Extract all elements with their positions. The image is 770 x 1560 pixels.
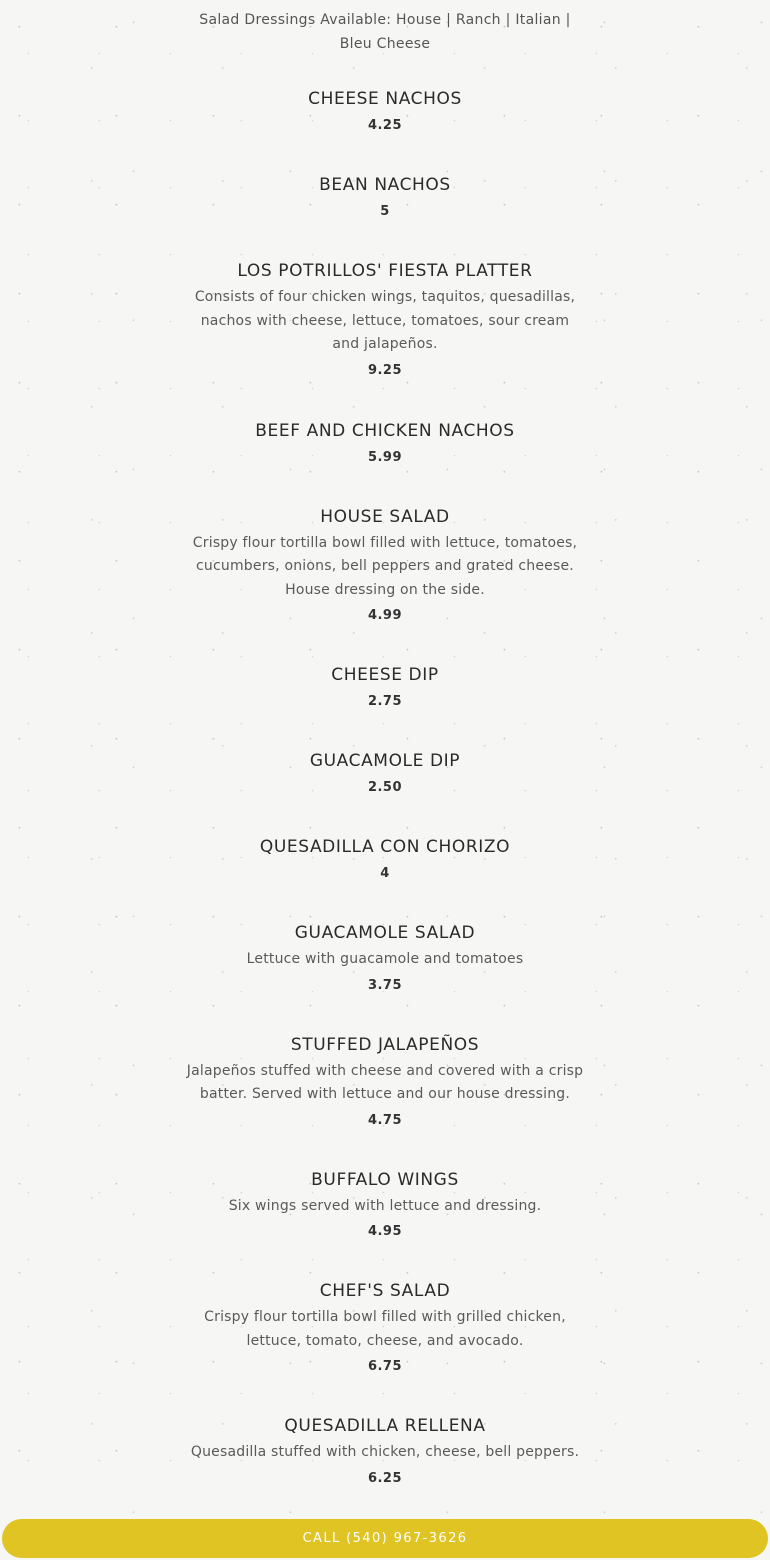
- menu-item: [175, 1032, 595, 1131]
- menu-item-price: 3.75: [367, 977, 403, 993]
- menu-item-price: 4.95: [367, 1224, 403, 1239]
- menu-item: [175, 748, 595, 798]
- menu-item-name: CHEESE DIP: [331, 665, 439, 685]
- menu-item: [175, 172, 595, 222]
- menu-item-name: QUESADILLA CON CHORIZO: [259, 837, 511, 857]
- menu-item-price: 9.25: [367, 362, 403, 378]
- menu-item-price: 6.25: [367, 1470, 403, 1486]
- menu-item: [175, 834, 595, 884]
- menu-item: [175, 662, 595, 712]
- menu-item: [175, 920, 595, 996]
- salad-dressings-note: Salad Dressings Available: House | Ranch | Italian | Bleu Cheese: [199, 12, 571, 52]
- menu-item-name: HOUSE SALAD: [320, 506, 450, 527]
- menu-item: [175, 258, 595, 381]
- menu-item-price: 2.75: [367, 694, 403, 709]
- menu-item: [175, 1278, 595, 1377]
- menu-item-price: 5.99: [367, 449, 403, 465]
- menu-item-description: Crispy flour tortilla bowl filled with grilled chicken, lettuce, tomato, cheese, and avocado.: [204, 1309, 566, 1349]
- menu-item-description: Quesadilla stuffed with chicken, cheese, bell peppers.: [190, 1444, 580, 1460]
- menu-item-description: Crispy flour tortilla bowl filled with lettuce, tomatoes, cucumbers, onions, bell peppers and grated cheese. House dressing on the side.: [192, 534, 578, 598]
- menu-item: [175, 86, 595, 136]
- menu-item-price: 4.99: [367, 608, 403, 623]
- menu-item-price: 2.50: [367, 780, 403, 795]
- menu-item: [175, 1413, 595, 1489]
- menu-item-price: 5: [380, 204, 390, 219]
- menu-item-name: QUESADILLA RELLENA: [284, 1416, 486, 1436]
- call-phone-button[interactable]: CALL (540) 967-3626: [2, 1519, 768, 1558]
- menu-item-name: BEAN NACHOS: [319, 175, 451, 195]
- menu-item-name: BUFFALO WINGS: [311, 1169, 459, 1190]
- menu-item: [175, 418, 595, 468]
- menu-item-price: 4: [380, 866, 390, 881]
- menu-item-name: BEEF AND CHICKEN NACHOS: [255, 420, 515, 441]
- menu-item: [175, 1167, 595, 1243]
- menu-item-name: GUACAMOLE SALAD: [294, 923, 476, 943]
- menu-item-name: CHEESE NACHOS: [308, 89, 462, 109]
- menu-item-name: STUFFED JALAPEÑOS: [290, 1034, 480, 1055]
- menu-item-price: 4.25: [367, 118, 403, 133]
- menu-item-description: Lettuce with guacamole and tomatoes: [246, 951, 524, 967]
- menu-item-description: Jalapeños stuffed with cheese and covered with a crisp batter. Served with lettuce and our house dressing.: [186, 1062, 584, 1102]
- menu-item: [175, 504, 595, 627]
- menu-item-price: 4.75: [367, 1112, 403, 1128]
- menu-item-description: Six wings served with lettuce and dressing.: [228, 1197, 542, 1214]
- menu-item-name: CHEF'S SALAD: [319, 1281, 451, 1301]
- menu-item-price: 6.75: [367, 1359, 403, 1374]
- menu-item-name: GUACAMOLE DIP: [309, 751, 461, 771]
- menu-item-description: Consists of four chicken wings, taquitos, quesadillas, nachos with cheese, lettuce, tomatoes, sour cream and jalapeños.: [194, 289, 576, 352]
- menu-item-name: LOS POTRILLOS' FIESTA PLATTER: [237, 261, 533, 281]
